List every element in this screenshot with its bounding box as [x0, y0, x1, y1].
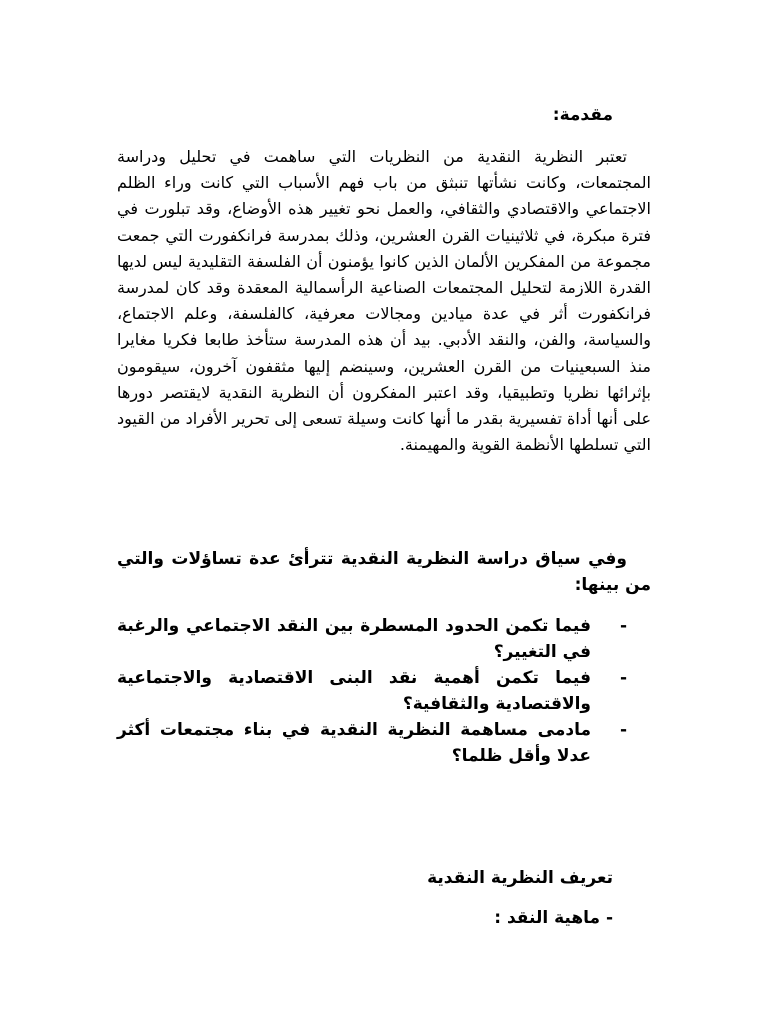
nature-of-criticism-subheading: - ماهية النقد :: [494, 908, 613, 928]
questions-list: [117, 613, 651, 769]
intro-heading: مقدمة:: [552, 105, 613, 125]
bullet-dash: -: [619, 616, 627, 636]
list-item: [117, 665, 651, 717]
bullet-dash: -: [619, 720, 627, 740]
bullet-dash: -: [619, 668, 627, 688]
question-text: مادمى مساهمة النظرية النقدية في بناء مجتمعات أكثر عدلا وأقل ظلما؟: [117, 720, 591, 766]
question-text: فيما تكمن الحدود المسطرة بين النقد الاجتماعي والرغبة في التغيير؟: [117, 616, 591, 662]
questions-intro-block: [117, 546, 651, 598]
intro-paragraph: تعتبر النظرية النقدية من النظريات التي ساهمت في تحليل ودراسة المجتمعات، وكانت نشأتها تنبثق من باب فهم الأسباب التي كانت وراء الظلم الاجتماعي والاقتصادي والثقافي، والعمل نحو تغيير هذه الأوضاع، وقد تبلورت في فترة مبكرة، في ثلاثينيات القرن العشرين، وذلك بمدرسة فرانكفورت التي جمعت مجموعة من المفكرين الألمان الذين كانوا يؤمنون أن الفلسفة التقليدية ليس لديها القدرة اللازمة لتحليل المجتمعات الصناعية الرأسمالية المعقدة وقد كان لمدرسة فرانكفورت أثر في عدة ميادين ومجالات معرفية، كالفلسفة، وعلم الاجتماع، والسياسة، والفن، والنقد الأدبي. بيد أن هذه المدرسة ستأخذ طابعا فكريا مغايرا منذ السبعينيات من القرن العشرين، وسينضم إليها مثقفون آخرون، سيقومون بإثرائها نظريا وتطبيقيا، وقد اعتبر المفكرون أن النظرية النقدية لايقتصر دورها على أنها أداة تفسيرية بقدر ما أنها كانت وسيلة تسعى إلى تحرير الأفراد من القيود التي تسلطها الأنظمة القوية والمهيمنة.: [117, 147, 651, 455]
definition-heading: تعريف النظرية النقدية: [427, 868, 613, 888]
intro-paragraph-block: [117, 144, 651, 458]
questions-intro: وفي سياق دراسة النظرية النقدية تترأئ عدة تساؤلات والتي من بينها:: [117, 549, 651, 595]
list-item: [117, 717, 651, 769]
list-item: [117, 613, 651, 665]
question-text: فيما تكمن أهمية نقد البنى الاقتصادية والاجتماعية والاقتصادية والثقافية؟: [117, 668, 591, 714]
